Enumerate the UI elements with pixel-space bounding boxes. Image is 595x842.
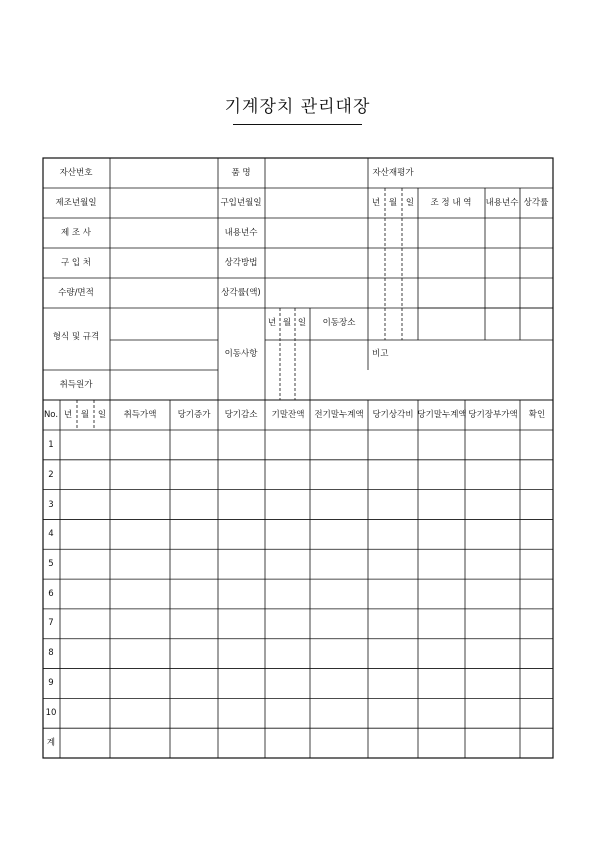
ledger-header-acq: 취득가액 xyxy=(123,409,157,420)
label-asset-no: 자산번호 xyxy=(59,167,93,178)
ledger-header-no: No. xyxy=(43,409,59,420)
review-month-label: 월 xyxy=(388,197,398,208)
label-acq-cost: 취득원가 xyxy=(59,379,93,390)
label-capacity: 수량/면적 xyxy=(58,287,94,298)
label-asset-review: 자산재평가 xyxy=(372,167,414,178)
ledger-row-number: 7 xyxy=(48,617,54,628)
ledger-header-increase: 당기증가 xyxy=(177,409,211,420)
review-adjustment-label: 조 정 내 역 xyxy=(430,197,472,208)
ledger-row-number: 1 xyxy=(48,439,54,450)
label-depr-method: 상각방법 xyxy=(224,257,258,268)
move-month-label: 월 xyxy=(282,317,292,328)
review-day-label: 일 xyxy=(405,197,415,208)
ledger-row-number: 6 xyxy=(48,588,54,599)
ledger-header-book-value: 당기장부가액 xyxy=(468,409,518,420)
ledger-row-number: 5 xyxy=(48,558,54,569)
ledger-row-total: 계 xyxy=(46,737,56,748)
remarks-label: 비고 xyxy=(372,348,389,359)
ledger-row-number: 9 xyxy=(48,677,54,688)
ledger-header-end-balance: 기말잔액 xyxy=(271,409,305,420)
label-model: 형식 및 규격 xyxy=(52,331,100,342)
ledger-row-number: 2 xyxy=(48,469,54,480)
ledger-row-number: 3 xyxy=(48,499,54,510)
label-mfg-date: 제조년월일 xyxy=(55,197,97,208)
ledger-header-prior-accum: 전기말누계액 xyxy=(314,409,364,420)
ledger-row-number: 10 xyxy=(45,707,57,718)
ledger-header-month: 월 xyxy=(80,409,90,420)
ledger-header-year: 년 xyxy=(63,409,73,420)
review-depr-label: 상각률 xyxy=(523,197,549,208)
label-depr-rate: 상각률(액) xyxy=(221,287,261,298)
label-vendor: 구 입 처 xyxy=(60,257,92,268)
label-useful-life: 내용년수 xyxy=(224,227,258,238)
move-day-label: 일 xyxy=(297,317,307,328)
ledger-row-number: 8 xyxy=(48,647,54,658)
ledger-row-number: 4 xyxy=(48,528,54,539)
review-life-label: 내용년수 xyxy=(485,197,519,208)
move-place-label: 이동장소 xyxy=(322,317,356,328)
ledger-header-confirm: 확인 xyxy=(528,409,546,420)
ledger-header-day: 일 xyxy=(97,409,107,420)
ledger-header-decrease: 당기감소 xyxy=(224,409,258,420)
move-year-label: 년 xyxy=(267,317,277,328)
ledger-header-depr: 당기상각비 xyxy=(372,409,414,420)
label-item-name: 품 명 xyxy=(231,167,251,178)
review-year-label: 년 xyxy=(371,197,381,208)
label-move-history: 이동사항 xyxy=(224,348,258,359)
label-purchase-date: 구입년월일 xyxy=(220,197,262,208)
ledger-header-accum: 당기말누계액 xyxy=(417,409,467,420)
label-maker: 제 조 사 xyxy=(60,227,92,238)
page-title: 기계장치 관리대장 xyxy=(224,97,371,117)
